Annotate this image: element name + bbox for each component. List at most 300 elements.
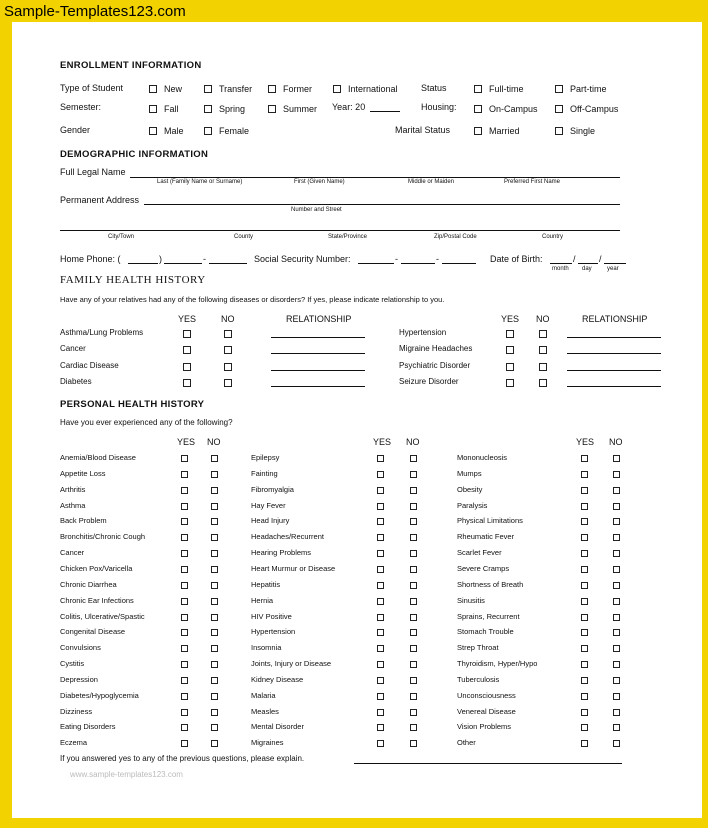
personal-no-checkbox[interactable] xyxy=(410,661,417,668)
personal-condition-label: Mononucleosis xyxy=(457,453,508,462)
family-relationship-header-right: RELATIONSHIP xyxy=(582,314,648,324)
personal-condition-label: Cystitis xyxy=(60,659,85,669)
personal-no-checkbox[interactable] xyxy=(410,518,417,525)
phone-area-input[interactable] xyxy=(128,263,158,264)
explain-label: If you answered yes to any of the previous questions, please explain. xyxy=(60,754,305,763)
personal-no-checkbox[interactable] xyxy=(613,724,620,731)
personal-yes-checkbox[interactable] xyxy=(181,550,188,557)
personal-no-checkbox[interactable] xyxy=(410,582,417,589)
personal-yes-checkbox[interactable] xyxy=(581,518,588,525)
personal-condition-label: Diabetes/Hypoglycemia xyxy=(60,690,139,700)
ssn-dash-2: - xyxy=(436,254,439,264)
semester-option-spring[interactable]: Spring xyxy=(204,104,245,114)
checkbox[interactable] xyxy=(204,105,212,113)
personal-no-checkbox[interactable] xyxy=(613,487,620,494)
family-yes-header-left: YES xyxy=(178,314,197,324)
personal-yes-checkbox[interactable] xyxy=(581,566,588,573)
gender-option-female[interactable]: Female xyxy=(204,126,249,136)
personal-condition-label: Venereal Disease xyxy=(457,706,516,716)
personal-yes-checkbox[interactable] xyxy=(377,518,384,525)
personal-no-checkbox[interactable] xyxy=(613,550,620,557)
personal-no-checkbox[interactable] xyxy=(211,471,218,478)
personal-no-checkbox[interactable] xyxy=(410,534,417,541)
family-yes-checkbox[interactable] xyxy=(506,346,514,354)
address-caption-zip: Zip/Postal Code xyxy=(434,234,477,240)
personal-yes-checkbox[interactable] xyxy=(181,614,188,621)
personal-yes-checkbox[interactable] xyxy=(377,709,384,716)
family-no-header-right: NO xyxy=(536,314,550,324)
family-question: Have any of your relatives had any of the following diseases or disorders? If yes, please indicate relationship to you. xyxy=(60,295,445,304)
dob-caption-month: month xyxy=(552,266,569,272)
family-relationship-input[interactable] xyxy=(567,353,661,354)
family-relationship-input[interactable] xyxy=(271,370,365,371)
family-no-checkbox[interactable] xyxy=(224,330,232,338)
personal-condition-label: Arthritis xyxy=(60,484,86,494)
personal-no-header-2: NO xyxy=(406,437,420,447)
type-of-student-label: Type of Student xyxy=(60,83,124,93)
personal-no-header-1: NO xyxy=(207,437,221,447)
family-yes-checkbox[interactable] xyxy=(506,379,514,387)
checkbox[interactable] xyxy=(149,85,157,93)
dob-month-input[interactable] xyxy=(550,263,572,264)
city-state-input[interactable] xyxy=(60,230,620,231)
personal-no-checkbox[interactable] xyxy=(410,471,417,478)
personal-no-checkbox[interactable] xyxy=(410,614,417,621)
ssn-dash-1: - xyxy=(395,254,398,264)
site-label: Sample-Templates123.com xyxy=(4,3,186,20)
checkbox[interactable] xyxy=(555,127,563,135)
personal-no-checkbox[interactable] xyxy=(410,693,417,700)
personal-yes-checkbox[interactable] xyxy=(377,693,384,700)
family-condition-label: Diabetes xyxy=(60,377,92,386)
personal-condition-label: Unconsciousness xyxy=(457,690,516,700)
family-condition-label: Seizure Disorder xyxy=(399,377,459,386)
family-relationship-input[interactable] xyxy=(271,386,365,387)
family-no-checkbox[interactable] xyxy=(539,346,547,354)
personal-no-checkbox[interactable] xyxy=(410,487,417,494)
personal-no-checkbox[interactable] xyxy=(613,614,620,621)
family-title: FAMILY HEALTH HISTORY xyxy=(60,274,206,286)
family-condition-label: Asthma/Lung Problems xyxy=(60,328,144,337)
personal-condition-label: Mental Disorder xyxy=(251,722,304,732)
family-yes-checkbox[interactable] xyxy=(506,363,514,371)
personal-yes-header-3: YES xyxy=(576,437,595,447)
personal-condition-label: Mumps xyxy=(457,468,482,478)
personal-no-checkbox[interactable] xyxy=(211,645,218,652)
personal-condition-label: Colitis, Ulcerative/Spastic xyxy=(60,611,145,621)
personal-condition-label: Depression xyxy=(60,674,98,684)
personal-yes-checkbox[interactable] xyxy=(181,518,188,525)
personal-no-checkbox[interactable] xyxy=(613,534,620,541)
personal-condition-label: Eating Disorders xyxy=(60,722,116,732)
personal-condition-label: Congenital Disease xyxy=(60,627,126,637)
personal-no-header-3: NO xyxy=(609,437,623,447)
name-caption-preferred: Preferred First Name xyxy=(504,179,561,185)
ssn-part1-input[interactable] xyxy=(358,263,394,264)
personal-condition-label: Rheumatic Fever xyxy=(457,532,515,542)
personal-no-checkbox[interactable] xyxy=(613,693,620,700)
status-option-full-time[interactable]: Full-time xyxy=(474,84,524,94)
family-condition-label: Cancer xyxy=(60,344,86,353)
personal-condition-label: Hay Fever xyxy=(251,500,286,510)
personal-condition-label: Convulsions xyxy=(60,643,101,653)
personal-condition-label: HIV Positive xyxy=(251,611,292,621)
personal-yes-checkbox[interactable] xyxy=(581,629,588,636)
personal-yes-checkbox[interactable] xyxy=(377,614,384,621)
phone-line-input[interactable] xyxy=(209,263,247,264)
personal-condition-label: Scarlet Fever xyxy=(457,548,502,558)
personal-yes-checkbox[interactable] xyxy=(181,661,188,668)
personal-no-checkbox[interactable] xyxy=(613,661,620,668)
checkbox[interactable] xyxy=(555,105,563,113)
family-yes-checkbox[interactable] xyxy=(183,379,191,387)
personal-condition-label: Strep Throat xyxy=(457,643,499,653)
year-label: Year: 20 xyxy=(332,102,366,112)
personal-condition-label: Chronic Diarrhea xyxy=(60,579,117,589)
home-phone-label: Home Phone: ( xyxy=(60,254,121,264)
personal-no-checkbox[interactable] xyxy=(410,677,417,684)
personal-no-checkbox[interactable] xyxy=(410,550,417,557)
personal-no-checkbox[interactable] xyxy=(211,677,218,684)
full-legal-name-label: Full Legal Name xyxy=(60,167,126,177)
personal-no-checkbox[interactable] xyxy=(211,598,218,605)
personal-no-checkbox[interactable] xyxy=(211,487,218,494)
personal-no-checkbox[interactable] xyxy=(410,709,417,716)
personal-condition-label: Tuberculosis xyxy=(457,674,500,684)
personal-no-checkbox[interactable] xyxy=(613,645,620,652)
checkbox[interactable] xyxy=(555,85,563,93)
personal-yes-checkbox[interactable] xyxy=(377,550,384,557)
personal-yes-checkbox[interactable] xyxy=(581,661,588,668)
semester-option-fall[interactable]: Fall xyxy=(149,104,179,114)
gender-label: Gender xyxy=(60,125,91,135)
family-yes-checkbox[interactable] xyxy=(506,330,514,338)
personal-condition-label: Fainting xyxy=(251,468,278,478)
personal-yes-checkbox[interactable] xyxy=(181,629,188,636)
personal-no-checkbox[interactable] xyxy=(613,709,620,716)
personal-no-checkbox[interactable] xyxy=(410,566,417,573)
personal-no-checkbox[interactable] xyxy=(613,677,620,684)
personal-condition-label: Sinusitis xyxy=(457,595,485,605)
personal-no-checkbox[interactable] xyxy=(613,566,620,573)
type-option-former[interactable]: Former xyxy=(268,84,312,94)
family-no-checkbox[interactable] xyxy=(224,363,232,371)
personal-yes-checkbox[interactable] xyxy=(581,503,588,510)
personal-no-checkbox[interactable] xyxy=(613,471,620,478)
family-yes-checkbox[interactable] xyxy=(183,346,191,354)
personal-yes-checkbox[interactable] xyxy=(181,503,188,510)
personal-no-checkbox[interactable] xyxy=(211,709,218,716)
checkbox[interactable] xyxy=(204,127,212,135)
personal-condition-label: Chicken Pox/Varicella xyxy=(60,563,133,573)
family-condition-label: Migraine Headaches xyxy=(399,344,473,353)
family-relationship-header-left: RELATIONSHIP xyxy=(286,314,352,324)
family-no-checkbox[interactable] xyxy=(224,346,232,354)
personal-no-checkbox[interactable] xyxy=(211,566,218,573)
dob-label: Date of Birth: xyxy=(490,254,543,264)
personal-condition-label: Hypertension xyxy=(251,627,296,637)
semester-label: Semester: xyxy=(60,102,102,112)
personal-condition-label: Insomnia xyxy=(251,643,282,653)
family-condition-label: Psychiatric Disorder xyxy=(399,361,471,370)
family-no-checkbox[interactable] xyxy=(539,330,547,338)
personal-condition-label: Shortness of Breath xyxy=(457,579,524,589)
status-option-part-time[interactable]: Part-time xyxy=(555,84,607,94)
family-yes-header-right: YES xyxy=(501,314,520,324)
housing-option-off-campus[interactable]: Off-Campus xyxy=(555,104,618,114)
personal-no-checkbox[interactable] xyxy=(211,582,218,589)
enrollment-title: ENROLLMENT INFORMATION xyxy=(60,60,202,71)
personal-no-checkbox[interactable] xyxy=(211,455,218,462)
address-caption-country: Country xyxy=(542,234,564,240)
personal-yes-checkbox[interactable] xyxy=(181,534,188,541)
personal-yes-checkbox[interactable] xyxy=(581,724,588,731)
personal-yes-checkbox[interactable] xyxy=(181,724,188,731)
personal-no-checkbox[interactable] xyxy=(613,582,620,589)
personal-condition-label: Headaches/Recurrent xyxy=(251,532,324,542)
personal-condition-label: Kidney Disease xyxy=(251,674,304,684)
personal-yes-checkbox[interactable] xyxy=(377,487,384,494)
name-caption-last: Last (Family Name or Surname) xyxy=(157,179,243,185)
personal-no-checkbox[interactable] xyxy=(613,740,620,747)
checkbox[interactable] xyxy=(474,127,482,135)
family-no-checkbox[interactable] xyxy=(224,379,232,387)
family-no-checkbox[interactable] xyxy=(539,379,547,387)
personal-yes-checkbox[interactable] xyxy=(581,455,588,462)
personal-condition-label: Migraines xyxy=(251,738,284,748)
personal-yes-checkbox[interactable] xyxy=(581,693,588,700)
personal-yes-checkbox[interactable] xyxy=(581,709,588,716)
personal-condition-label: Hepatitis xyxy=(251,579,281,589)
personal-condition-label: Obesity xyxy=(457,484,483,494)
personal-condition-label: Stomach Trouble xyxy=(457,627,514,637)
family-no-header-left: NO xyxy=(221,314,235,324)
ssn-part3-input[interactable] xyxy=(442,263,476,264)
phone-paren: ) xyxy=(159,254,162,264)
phone-prefix-input[interactable] xyxy=(164,263,202,264)
personal-condition-label: Hernia xyxy=(251,595,274,605)
full-legal-name-input[interactable] xyxy=(130,177,620,178)
personal-condition-label: Head Injury xyxy=(251,516,290,526)
personal-no-checkbox[interactable] xyxy=(613,629,620,636)
form-page xyxy=(12,22,702,818)
street-input[interactable] xyxy=(144,204,620,205)
personal-yes-checkbox[interactable] xyxy=(181,582,188,589)
personal-yes-checkbox[interactable] xyxy=(377,471,384,478)
personal-yes-checkbox[interactable] xyxy=(377,598,384,605)
personal-no-checkbox[interactable] xyxy=(211,740,218,747)
personal-yes-checkbox[interactable] xyxy=(377,582,384,589)
family-relationship-input[interactable] xyxy=(567,386,661,387)
checkbox[interactable] xyxy=(268,85,276,93)
personal-yes-checkbox[interactable] xyxy=(581,645,588,652)
personal-yes-checkbox[interactable] xyxy=(377,724,384,731)
personal-yes-checkbox[interactable] xyxy=(377,629,384,636)
type-option-new[interactable]: New xyxy=(149,84,182,94)
personal-condition-label: Eczema xyxy=(60,738,88,748)
personal-yes-header-2: YES xyxy=(373,437,392,447)
checkbox[interactable] xyxy=(474,85,482,93)
personal-no-checkbox[interactable] xyxy=(613,518,620,525)
personal-condition-label: Other xyxy=(457,738,476,748)
personal-condition-label: Malaria xyxy=(251,690,276,700)
year-input[interactable] xyxy=(370,111,400,112)
personal-yes-checkbox[interactable] xyxy=(181,645,188,652)
personal-condition-label: Cancer xyxy=(60,548,85,558)
personal-condition-label: Measles xyxy=(251,706,279,716)
personal-yes-header-1: YES xyxy=(177,437,196,447)
personal-title: PERSONAL HEALTH HISTORY xyxy=(60,399,205,410)
personal-yes-checkbox[interactable] xyxy=(377,566,384,573)
personal-condition-label: Chronic Ear Infections xyxy=(60,595,134,605)
personal-yes-checkbox[interactable] xyxy=(377,661,384,668)
housing-label: Housing: xyxy=(421,102,457,112)
personal-no-checkbox[interactable] xyxy=(211,661,218,668)
personal-condition-label: Appetite Loss xyxy=(60,468,106,478)
watermark: www.sample-templates123.com xyxy=(70,770,183,779)
address-caption-city: City/Town xyxy=(108,234,135,240)
dob-caption-day: day xyxy=(582,266,592,272)
personal-condition-label: Heart Murmur or Disease xyxy=(251,563,336,573)
personal-question: Have you ever experienced any of the following? xyxy=(60,418,233,427)
dob-slash-1: / xyxy=(573,254,576,264)
personal-yes-checkbox[interactable] xyxy=(181,471,188,478)
checkbox[interactable] xyxy=(204,85,212,93)
personal-no-checkbox[interactable] xyxy=(410,455,417,462)
checkbox[interactable] xyxy=(149,105,157,113)
gender-option-male[interactable]: Male xyxy=(149,126,184,136)
personal-condition-label: Vision Problems xyxy=(457,722,512,732)
personal-condition-label: Thyroidism, Hyper/Hypo xyxy=(457,659,538,669)
personal-yes-checkbox[interactable] xyxy=(377,740,384,747)
personal-yes-checkbox[interactable] xyxy=(377,503,384,510)
explain-input[interactable] xyxy=(354,763,622,764)
status-label: Status xyxy=(421,83,447,93)
personal-no-checkbox[interactable] xyxy=(410,645,417,652)
personal-condition-label: Sprains, Recurrent xyxy=(457,611,520,621)
checkbox[interactable] xyxy=(474,105,482,113)
dob-caption-year: year xyxy=(607,266,619,272)
checkbox[interactable] xyxy=(149,127,157,135)
personal-yes-checkbox[interactable] xyxy=(581,598,588,605)
personal-condition-label: Back Problem xyxy=(60,516,107,526)
personal-yes-checkbox[interactable] xyxy=(581,740,588,747)
personal-yes-checkbox[interactable] xyxy=(581,677,588,684)
ssn-part2-input[interactable] xyxy=(401,263,435,264)
family-condition-label: Cardiac Disease xyxy=(60,361,119,370)
personal-yes-checkbox[interactable] xyxy=(581,471,588,478)
personal-yes-checkbox[interactable] xyxy=(377,677,384,684)
personal-yes-checkbox[interactable] xyxy=(181,487,188,494)
type-option-transfer[interactable]: Transfer xyxy=(204,84,252,94)
personal-yes-checkbox[interactable] xyxy=(181,598,188,605)
personal-condition-label: Dizziness xyxy=(60,706,93,716)
checkbox[interactable] xyxy=(268,105,276,113)
personal-condition-label: Asthma xyxy=(60,500,86,510)
demographic-title: DEMOGRAPHIC INFORMATION xyxy=(60,149,209,160)
personal-yes-checkbox[interactable] xyxy=(377,645,384,652)
personal-yes-checkbox[interactable] xyxy=(581,487,588,494)
street-caption: Number and Street xyxy=(291,207,342,213)
family-relationship-input[interactable] xyxy=(567,370,661,371)
personal-condition-label: Physical Limitations xyxy=(457,516,523,526)
personal-yes-checkbox[interactable] xyxy=(181,566,188,573)
personal-no-checkbox[interactable] xyxy=(410,724,417,731)
personal-yes-checkbox[interactable] xyxy=(581,582,588,589)
personal-yes-checkbox[interactable] xyxy=(181,693,188,700)
personal-condition-label: Epilepsy xyxy=(251,453,280,462)
personal-no-checkbox[interactable] xyxy=(613,455,620,462)
personal-yes-checkbox[interactable] xyxy=(581,550,588,557)
personal-no-checkbox[interactable] xyxy=(410,629,417,636)
personal-no-checkbox[interactable] xyxy=(211,518,218,525)
personal-condition-label: Fibromyalgia xyxy=(251,484,294,494)
family-no-checkbox[interactable] xyxy=(539,363,547,371)
phone-dash: - xyxy=(203,254,206,264)
personal-no-checkbox[interactable] xyxy=(613,503,620,510)
personal-yes-checkbox[interactable] xyxy=(181,455,188,462)
address-caption-state: State/Province xyxy=(328,234,368,240)
marital-option-married[interactable]: Married xyxy=(474,126,520,136)
personal-condition-label: Severe Cramps xyxy=(457,563,510,573)
personal-yes-checkbox[interactable] xyxy=(181,677,188,684)
personal-condition-label: Joints, Injury or Disease xyxy=(251,659,332,669)
name-caption-first: First (Given Name) xyxy=(294,179,345,185)
personal-condition-label: Paralysis xyxy=(457,500,488,510)
personal-no-checkbox[interactable] xyxy=(211,693,218,700)
personal-yes-checkbox[interactable] xyxy=(377,534,384,541)
family-condition-label: Hypertension xyxy=(399,328,447,337)
family-relationship-input[interactable] xyxy=(567,337,661,338)
personal-condition-label: Bronchitis/Chronic Cough xyxy=(60,532,146,542)
personal-no-checkbox[interactable] xyxy=(410,598,417,605)
name-caption-middle: Middle or Maiden xyxy=(408,179,455,185)
personal-no-checkbox[interactable] xyxy=(211,550,218,557)
personal-condition-label: Hearing Problems xyxy=(251,548,312,558)
personal-no-checkbox[interactable] xyxy=(211,503,218,510)
marital-status-label: Marital Status xyxy=(395,125,451,135)
marital-option-single[interactable]: Single xyxy=(555,126,595,136)
personal-yes-checkbox[interactable] xyxy=(581,614,588,621)
ssn-label: Social Security Number: xyxy=(254,254,351,264)
checkbox[interactable] xyxy=(333,85,341,93)
permanent-address-label: Permanent Address xyxy=(60,195,140,205)
personal-no-checkbox[interactable] xyxy=(613,598,620,605)
family-yes-checkbox[interactable] xyxy=(183,330,191,338)
housing-option-on-campus[interactable]: On-Campus xyxy=(474,104,538,114)
address-caption-county: County xyxy=(234,234,254,240)
personal-no-checkbox[interactable] xyxy=(211,614,218,621)
dob-day-input[interactable] xyxy=(578,263,598,264)
semester-option-summer[interactable]: Summer xyxy=(268,104,317,114)
personal-yes-checkbox[interactable] xyxy=(181,709,188,716)
personal-no-checkbox[interactable] xyxy=(410,503,417,510)
personal-no-checkbox[interactable] xyxy=(211,724,218,731)
type-option-international[interactable]: International xyxy=(333,84,398,94)
dob-year-input[interactable] xyxy=(604,263,626,264)
family-relationship-input[interactable] xyxy=(271,353,365,354)
family-relationship-input[interactable] xyxy=(271,337,365,338)
personal-yes-checkbox[interactable] xyxy=(377,455,384,462)
family-yes-checkbox[interactable] xyxy=(183,363,191,371)
personal-condition-label: Anemia/Blood Disease xyxy=(60,453,136,462)
personal-no-checkbox[interactable] xyxy=(410,740,417,747)
dob-slash-2: / xyxy=(599,254,602,264)
personal-yes-checkbox[interactable] xyxy=(581,534,588,541)
personal-yes-checkbox[interactable] xyxy=(181,740,188,747)
personal-no-checkbox[interactable] xyxy=(211,629,218,636)
personal-no-checkbox[interactable] xyxy=(211,534,218,541)
